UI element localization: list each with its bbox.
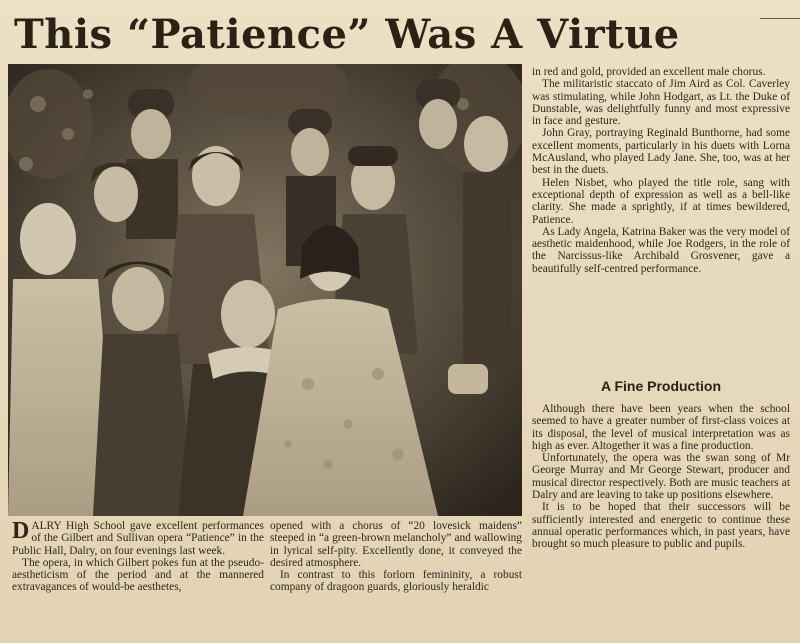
article-paragraph: Helen Nisbet, who played the title role, sang with exceptional depth of expression as well as a bell-like clarity. She made a sprightly, if at times bewildered, Patience. (532, 176, 790, 226)
article-paragraph: The militaristic staccato of Jim Aird as Col. Caverley was stimulating, while John Hodgart, as Lt. the Duke of Dunstable, was delightfully funny and most expressive in face and gesture. (532, 78, 790, 128)
group-photo-icon (8, 64, 522, 516)
article-paragraph: Although there have been years when the school seemed to have a greater number of first-class voices at its disposal, the level of musical interpretation was as high as ever. Altogether it was a fine production. (532, 403, 790, 452)
drop-cap: D (12, 520, 30, 544)
article-column-3-continued (532, 403, 790, 643)
article-column-1 (12, 520, 264, 643)
article-paragraph: In contrast to this forlorn femininity, a robust company of dragoon guards, gloriously heraldic (270, 569, 522, 594)
article-paragraph: opened with a chorus of “20 lovesick maidens” steeped in “a green-brown melancholy” and wallowing in lyrical self-pity. Excellently done, it conveyed the desired atmosphere. (270, 520, 522, 569)
article-column-3 (532, 66, 790, 392)
article-paragraph: As Lady Angela, Katrina Baker was the very model of aesthetic maidenhood, while Joe Rodgers, in the role of the Narcissus-like Archibald Grosvener, gave a beautifully self-centred performance. (532, 225, 790, 275)
article-paragraph: DALRY High School gave excellent performances of the Gilbert and Sullivan opera “Patience” in the Public Hall, Dalry, on four evenings last week. (12, 520, 264, 557)
article-paragraph: It is to be hoped that their successors will be sufficiently interested and energetic to continue these annual operatic performances which, in past years, have brought so much pleasure to public and pupils. (532, 501, 790, 551)
article-paragraph: Unfortunately, the opera was the swan song of Mr George Murray and Mr George Stewart, producer and musical director respectively. Both are music teachers at Dalry and are leaving to take up positions elsewhere. (532, 452, 790, 502)
subheading: A Fine Production (600, 378, 722, 394)
headline: This “Patience” Was A Virtue (14, 11, 680, 58)
article-paragraph: John Gray, portraying Reginald Bunthorne, had some excellent moments, particularly in his duets with Lorna McAusland, who played Lady Jane. She, too, was at her best in the duets. (532, 127, 790, 177)
article-paragraph: in red and gold, provided an excellent male chorus. (532, 66, 766, 78)
article-column-2 (270, 520, 522, 643)
article-paragraph: The opera, in which Gilbert pokes fun at the pseudo-aestheticism of the period and at the mannered extravagances of would-be aesthetes, (12, 556, 264, 594)
